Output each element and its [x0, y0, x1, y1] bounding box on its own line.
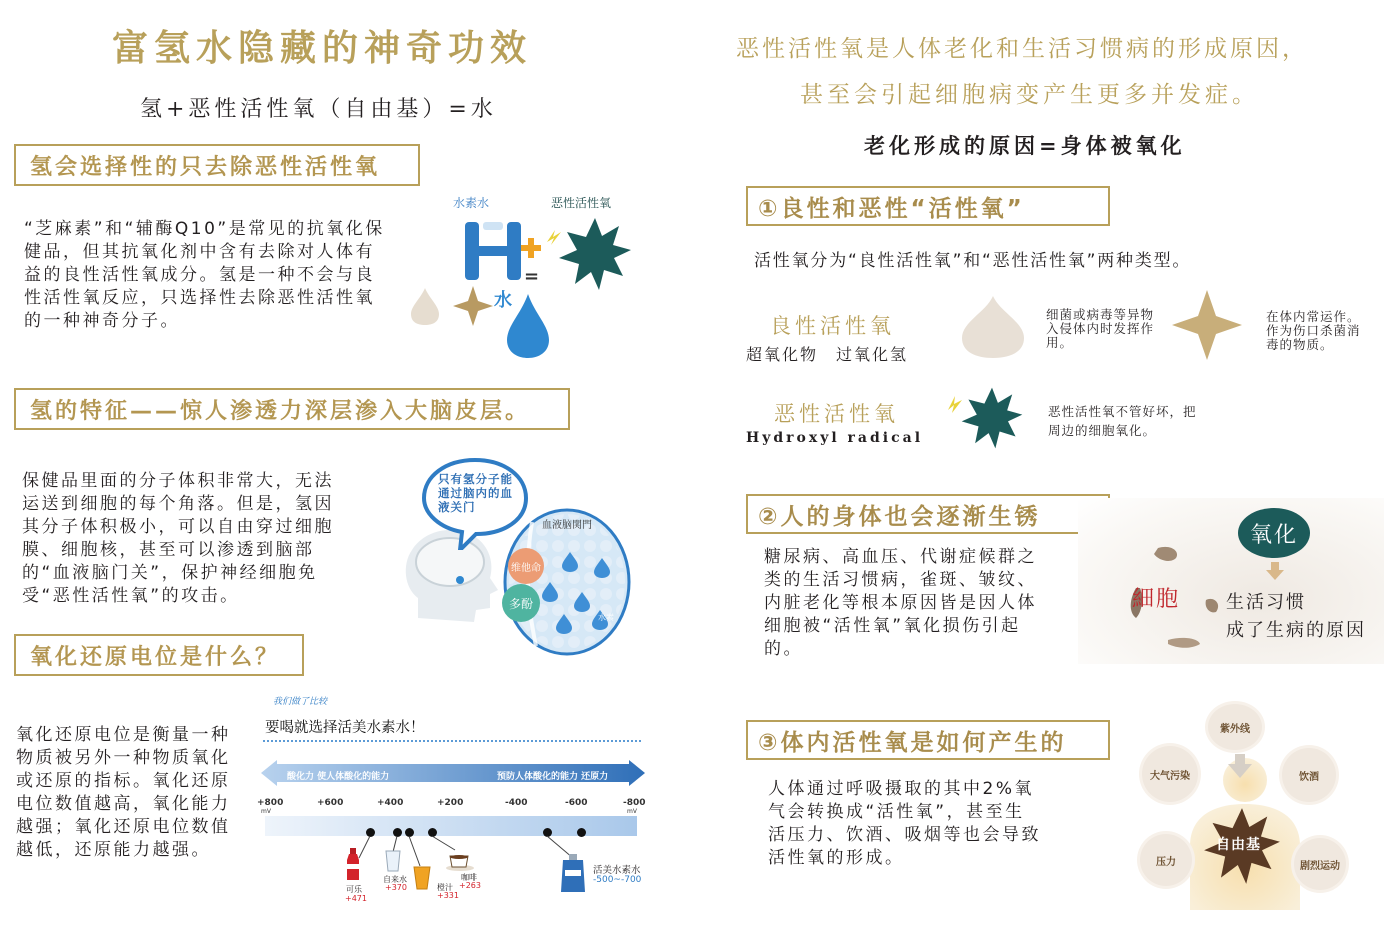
- hydrogen-reaction-diagram: [405, 190, 635, 365]
- item-cola-name: 可乐: [346, 885, 362, 894]
- bad-oxygen-title: 恶性活性氧: [774, 402, 899, 426]
- oxidation-cell-illustration: [1078, 498, 1384, 664]
- down-arrow-icon: [1266, 562, 1284, 580]
- item-orange-juice-name: 橙汁: [437, 883, 453, 892]
- factor-stress: [1140, 834, 1192, 886]
- oxidation-bubble: 氧化: [1238, 508, 1310, 558]
- good-oxygen-drop-icon: [958, 294, 1028, 360]
- item-orange-juice-value: +331: [437, 891, 459, 900]
- tick-label: -400: [505, 798, 528, 808]
- bad-oxygen-sub: Hydroxyl radical: [746, 430, 924, 446]
- factor-alcohol: [1282, 748, 1336, 802]
- hydrogen-water-pouch-icon: [559, 854, 587, 894]
- section-heading-text: 氢会选择性的只去除恶性活性氧: [30, 154, 381, 180]
- tick-label: +400: [377, 798, 404, 808]
- factor-label: 大气污染: [1150, 770, 1190, 782]
- good-oxygen-desc1: 细菌或病毒等异物入侵体内时发挥作用。: [1046, 307, 1155, 350]
- item-coffee-value: +263: [459, 881, 481, 890]
- good-oxygen-star-icon: [1172, 290, 1242, 360]
- tick-label: -600: [565, 798, 588, 808]
- item-hydrogen-water-value: -500~-700: [593, 875, 642, 885]
- factor-label: 饮酒: [1299, 771, 1319, 783]
- bad-oxygen-desc: 恶性活性氧不管好坏，把周边的细胞氧化。: [1048, 404, 1197, 438]
- section-oxygen-source-heading: [746, 720, 1110, 760]
- right-intro-line1: 恶性活性氧是人体老化和生活习惯病的形成原因，: [736, 36, 1308, 62]
- factor-air-pollution: [1142, 746, 1198, 802]
- free-radical-center: 自由基: [1216, 837, 1261, 853]
- cell-label: 細胞: [1132, 587, 1181, 612]
- section-hydrogen-selective-body: “芝麻素”和“辅酶Q10”是常见的抗氧化保健品，但其抗氧化剂中含有去除对人体有益的良性活性氧成分。氢是一种不会与良性活性氧反应，只选择性去除恶性活性氧的一种神奇分子。: [24, 219, 385, 331]
- section-heading-text: 氧化还原电位是什么？: [30, 644, 281, 670]
- label-bad-oxygen: 恶性活性氧: [551, 196, 612, 210]
- compare-title: 要喝就选择活美水素水！: [265, 720, 425, 736]
- section-hydrogen-feature-body: 保健品里面的分子体积非常大，无法运送到细胞的每个角落。但是，氢因其分子体积极小，可以自由穿过细胞膜、细胞核，甚至可以渗透到脑部的“血液脑门关”，保护神经细胞免受“恶性活性氧”的攻击。: [22, 471, 334, 606]
- label-hydrogen-water: 水素水: [453, 196, 490, 210]
- down-arrow-icon: [1228, 754, 1252, 778]
- tick-unit-right: mV: [627, 808, 637, 815]
- item-hydrogen-water-name: 活美水素水: [593, 865, 641, 876]
- section-heading-text: ②人的身体也会逐渐生锈: [758, 503, 1041, 530]
- plus-icon: [521, 238, 541, 258]
- section-heading-text: ③体内活性氧是如何产生的: [758, 729, 1067, 756]
- equals-icon: =: [524, 266, 540, 287]
- good-oxygen-desc2: 在体内常运作。作为伤口杀菌消毒的物质。: [1266, 309, 1361, 352]
- good-oxygen-title: 良性活性氧: [770, 314, 895, 338]
- bubble-text: 只有氢分子能通过脑内的血液关门: [438, 472, 513, 514]
- water-glass-icon: [385, 850, 401, 872]
- barrier-label: 血液脑関門: [542, 520, 592, 531]
- tick-label: -800: [623, 798, 646, 808]
- left-equation: 氢+恶性活性氧（自由基）=水: [140, 97, 497, 122]
- item-tap-water-value: +370: [385, 883, 407, 892]
- section-body-rust-heading: [746, 494, 1110, 534]
- factor-label: 剧烈运动: [1300, 860, 1340, 872]
- brain-barrier-diagram: [390, 458, 630, 663]
- coffee-cup-icon: [445, 852, 475, 872]
- hydrogen-molecule-icon: [463, 220, 523, 282]
- section-good-bad-oxygen-heading: [746, 186, 1110, 226]
- right-equation: 老化形成的原因=身体被氧化: [864, 133, 1186, 158]
- factor-uv: [1208, 704, 1262, 750]
- drop-label: 水素: [598, 613, 614, 622]
- factor-label: 紫外线: [1220, 723, 1250, 735]
- polyphenol-ball: 多酚: [502, 584, 540, 622]
- factor-label: 压力: [1156, 856, 1176, 868]
- tick-label: +600: [317, 798, 344, 808]
- good-oxygen-star-icon: [453, 286, 493, 326]
- tick-label: +200: [437, 798, 464, 808]
- right-intro-line2: 甚至会引起细胞病变产生更多并发症。: [800, 82, 1259, 108]
- section-heading-text: ①良性和恶性“活性氧”: [758, 195, 1025, 222]
- good-oxygen-types: 超氧化物 过氧化氢: [746, 345, 909, 364]
- juice-glass-icon: [413, 866, 431, 890]
- vitamin-ball: 维他命: [508, 548, 544, 584]
- section-hydrogen-feature-heading: [14, 388, 570, 430]
- section-orp-body: 氧化还原电位是衡量一种物质被另外一种物质氧化或还原的指标。氧化还原电位数值越高，氧化能力越强；氧化还原电位数值越低，还原能力越强。: [16, 725, 231, 860]
- free-radical-diagram: [1140, 700, 1350, 910]
- bad-oxygen-star-icon: [960, 386, 1024, 450]
- item-tap-water-name: 自来水: [383, 875, 407, 884]
- cause-line2: 成了生病的原因: [1226, 620, 1366, 641]
- arrow-right-label: 预防人体酸化的能力 还原力: [497, 772, 609, 782]
- left-title: 富氢水隐藏的神奇功效: [112, 27, 533, 69]
- tick-unit-left: mV: [261, 808, 271, 815]
- section-hydrogen-selective-heading: [14, 144, 420, 186]
- section-orp-heading: [14, 634, 304, 676]
- section-oxygen-source-body: 人体通过呼吸摄取的其中2%氧气会转换成“活性氧”，甚至生活压力、饮酒、吸烟等也会导致活性氧的形成。: [768, 779, 1041, 868]
- hydrogen-drops-icon: [540, 548, 620, 648]
- cause-line1: 生活习惯: [1226, 592, 1306, 613]
- item-cola-value: +471: [345, 894, 367, 903]
- compare-divider: [263, 740, 641, 742]
- section-heading-text: 氢的特征——惊人渗透力深层渗入大脑皮层。: [30, 398, 531, 424]
- water-char: 水: [494, 290, 512, 311]
- tick-label: +800: [257, 798, 284, 808]
- bad-oxygen-star-icon: [557, 216, 633, 292]
- arrow-left-label: 酸化力 使人体酸化的能力: [287, 772, 390, 782]
- tick-row: [255, 798, 645, 818]
- item-coffee-name: 咖啡: [461, 873, 477, 882]
- section-good-bad-oxygen-intro: 活性氧分为“良性活性氧”和“恶性活性氧”两种类型。: [754, 251, 1192, 271]
- compare-tag: 我们做了比较: [273, 697, 328, 707]
- section-body-rust-body: 糖尿病、高血压、代谢症候群之类的生活习惯病，雀斑、皱纹、内脏老化等根本原因皆是因人体细胞被“活性氧”氧化损伤引起的。: [764, 547, 1037, 659]
- cola-bottle-icon: [345, 848, 361, 882]
- good-oxygen-drop-icon: [409, 286, 441, 326]
- orp-comparison-chart: [255, 688, 645, 908]
- factor-exercise: [1294, 838, 1346, 890]
